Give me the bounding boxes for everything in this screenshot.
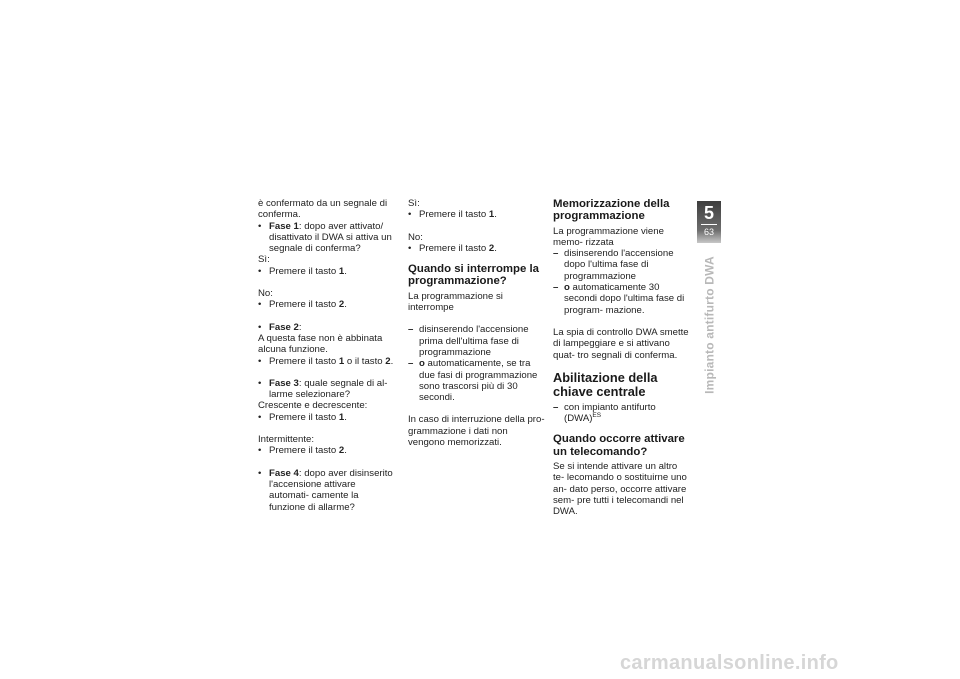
no-label: No:: [408, 231, 423, 243]
intermittente-key: 2: [338, 445, 345, 457]
chapter-tab: [697, 201, 721, 243]
or-marker: o: [419, 358, 425, 370]
fase2-text: A questa fase non è abbinata alcuna funzione.: [258, 332, 383, 356]
no-key: 2: [338, 299, 345, 311]
remote-heading: Quando occorre attivare un telecomando?: [553, 433, 685, 458]
fase2-label: Fase 2: [269, 321, 299, 333]
fase2-key1: 1: [338, 355, 345, 367]
or-marker: o: [564, 282, 570, 294]
chapter-divider: [701, 224, 717, 225]
text-column-2: [408, 198, 546, 448]
chapter-number: 5: [703, 203, 714, 223]
interruption-closing: In caso di interruzione della pro- grammazione i dati non vengono memorizzati.: [408, 414, 545, 449]
si-action: [408, 209, 546, 220]
chapter-side-title: Impianto antifurto DWA: [702, 256, 717, 394]
si-key: 1: [488, 209, 495, 221]
remote-para: Se si intende attivare un altro te- lecomando o sostituirne uno an- dato perso, occorre attivare sem- pre tutti i telecomandi nel DWA.: [553, 461, 687, 518]
interruption-item-2-text: automaticamente, se tra due fasi di programmazione sono trascorsi più di 30 secondi.: [419, 358, 538, 404]
no-label: No:: [258, 288, 273, 300]
watermark: carmanualsonline.info: [620, 652, 839, 674]
si-key: 1: [338, 265, 345, 277]
si-suffix: .: [494, 209, 497, 221]
si-action-prefix: Premere il tasto: [419, 209, 489, 221]
fase1-item: [258, 221, 396, 255]
no-action: [408, 243, 546, 254]
text-column-3: [553, 198, 691, 518]
fase2-item: [258, 322, 396, 333]
fase2-end: .: [390, 355, 394, 367]
intermittente-label: Intermittente:: [258, 434, 314, 446]
central-key-heading: Abilitazione della chiave centrale: [553, 369, 658, 399]
interruption-heading: Quando si interrompe la programmazione?: [408, 263, 540, 288]
fase1-label: Fase 1: [269, 220, 299, 232]
no-suffix: .: [494, 242, 497, 254]
crescente-label: Crescente e decrescente:: [258, 400, 368, 412]
memorization-para: La spia di controllo DWA smette di lampeggiare e si attivano quat- tro segnali di conferma.: [553, 326, 689, 361]
interruption-intro: La programmazione si interrompe: [408, 290, 503, 314]
fase4-label: Fase 4: [269, 467, 299, 479]
crescente-key: 1: [338, 411, 345, 423]
memorization-heading: Memorizzazione della programmazione: [553, 198, 670, 223]
si-label: Sì:: [258, 254, 270, 266]
fase2-suffix: :: [298, 321, 302, 333]
fase2-action-prefix: Premere il tasto: [269, 355, 339, 367]
page-number: 63: [703, 227, 714, 237]
fase1-text: : dopo aver attivato/ disattivato il DWA si attiva un segnale di conferma?: [269, 220, 392, 255]
fase3-item: [258, 378, 396, 401]
fase4-text: : dopo aver disinserito l'accensione attivare automati- camente la funzione di allarme?: [269, 467, 393, 513]
memorization-item-1: – disinserendo l'accensione dopo l'ultima fase di programmazione: [553, 248, 691, 282]
crescente-action-prefix: Premere il tasto: [269, 411, 339, 423]
fase2-or: o il tasto: [344, 355, 386, 367]
no-suffix: .: [344, 299, 347, 311]
memorization-item-2-text: automaticamente 30 secondi dopo l'ultima fase di program- mazione.: [564, 282, 685, 316]
intermittente-action: [258, 445, 396, 456]
memorization-item-2: [553, 282, 691, 316]
no-action-prefix: Premere il tasto: [269, 299, 339, 311]
fase3-text: : quale segnale di al- larme selezionare?: [269, 377, 388, 401]
si-action-prefix: Premere il tasto: [269, 265, 339, 277]
si-suffix: .: [344, 265, 347, 277]
interruption-item-1: – disinserendo l'accensione prima dell'ultima fase di programmazione: [408, 324, 546, 358]
intro-text: è confermato da un segnale di conferma.: [258, 198, 388, 221]
no-action: [258, 299, 396, 310]
intermittente-suffix: .: [344, 445, 347, 457]
si-label: Sì:: [408, 198, 420, 209]
fase2-action: [258, 356, 396, 367]
si-action: [258, 266, 396, 277]
fase4-item: [258, 468, 396, 513]
text-column-1: [258, 198, 396, 513]
fase3-label: Fase 3: [269, 377, 299, 389]
central-key-item-text: con impianto antifurto (DWA): [564, 401, 656, 425]
memorization-intro: La programmazione viene memo- rizzata: [553, 225, 664, 248]
no-action-prefix: Premere il tasto: [419, 242, 489, 254]
no-key: 2: [488, 242, 495, 254]
interruption-item-2: [408, 358, 546, 403]
crescente-suffix: .: [344, 411, 347, 423]
es-superscript: ES: [592, 412, 602, 420]
intermittente-action-prefix: Premere il tasto: [269, 445, 339, 457]
crescente-action: [258, 412, 396, 423]
fase2-key2: 2: [385, 355, 391, 367]
central-key-item: [553, 402, 691, 425]
